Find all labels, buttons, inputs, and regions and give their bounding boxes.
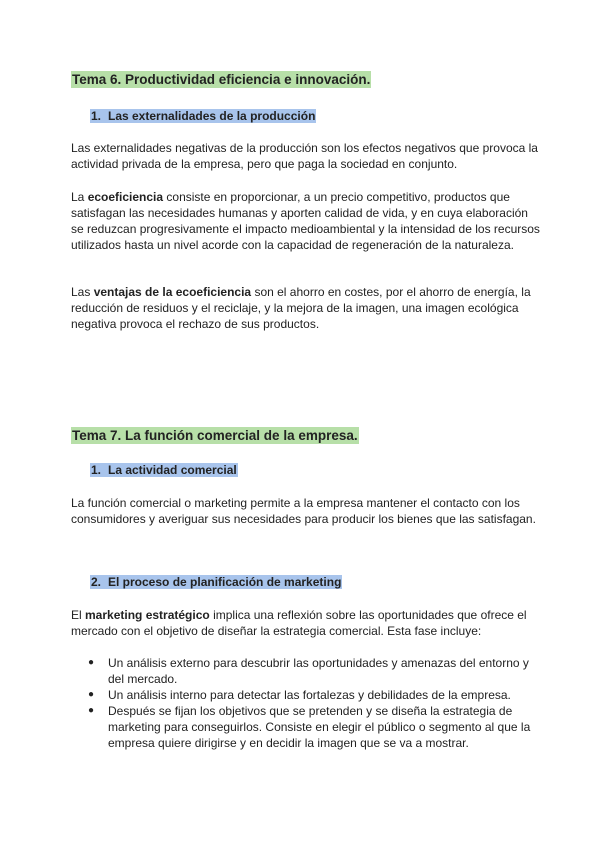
tema6-paragraph-ventajas xyxy=(71,284,541,332)
tema7-section1-number: 1. xyxy=(91,463,102,477)
tema7-section2-title: El proceso de planificación de marketing xyxy=(108,575,342,589)
bullet-icon: ● xyxy=(88,705,95,716)
list-item xyxy=(88,655,538,687)
tema7-section2-number: 2. xyxy=(91,575,102,589)
bullet-icon: ● xyxy=(88,657,95,668)
bold-term: ecoeficiencia xyxy=(87,190,164,204)
tema7-paragraph-marketing xyxy=(71,607,541,639)
list-item xyxy=(88,703,538,751)
bold-term: marketing estratégico xyxy=(85,608,210,622)
tema7-section1-heading xyxy=(90,463,238,478)
tema6-heading: Tema 6. Productividad eficiencia e innovación. xyxy=(72,72,371,87)
tema6-paragraph-externalidades: Las externalidades negativas de la producción son los efectos negativos que provoca la actividad privada de la empresa, pero que paga la sociedad en conjunto. xyxy=(71,141,538,171)
text-run: El xyxy=(71,608,86,622)
tema7-section2-heading xyxy=(90,575,342,590)
tema7-heading: Tema 7. La función comercial de la empresa. xyxy=(72,428,358,443)
tema6-paragraph-ecoeficiencia xyxy=(71,189,541,253)
list-item-text: Un análisis interno para detectar las fortalezas y debilidades de la empresa. xyxy=(108,688,511,702)
tema6-section1-title: Las externalidades de la producción xyxy=(108,109,316,123)
text-run: Las xyxy=(71,285,94,299)
text-run: son el ahorro en costes, por el ahorro de energía, la reducción de residuos y el reciclaje, y la mejora de la imagen, una imagen ecológica negativa provoca el rechazo de sus productos. xyxy=(71,285,531,331)
tema6-section1-number: 1. xyxy=(91,109,102,123)
bullet-icon: ● xyxy=(88,689,95,700)
tema7-paragraph-actividad: La función comercial o marketing permite a la empresa mantener el contacto con los consumidores y averiguar sus necesidades para producir los bienes que las satisfagan. xyxy=(71,496,536,526)
tema6-section1-heading xyxy=(90,109,316,124)
text-run: consiste en proporcionar, a un precio competitivo, productos que satisfagan las necesidades humanas y aporten calidad de vida, y en cuya elaboración se reduzcan progresivamente el impacto medioambiental y la intensidad de los recursos utilizados hasta un nivel acorde con la capacidad de regeneración de la naturaleza. xyxy=(71,190,540,252)
text-run: implica una reflexión sobre las oportunidades que ofrece el mercado con el objetivo de diseñar la estrategia comercial. Esta fase incluye: xyxy=(71,608,527,638)
bold-term: ventajas de la ecoeficiencia xyxy=(93,285,252,299)
text-run: La xyxy=(71,190,88,204)
tema7-section1-title: La actividad comercial xyxy=(108,463,237,477)
list-item-text: Después se fijan los objetivos que se pretenden y se diseña la estrategia de marketing para conseguirlos. Consiste en elegir el público o segmento al que la empresa quiere dirigirse y en decidir la imagen que se va a mostrar. xyxy=(108,704,531,750)
list-item xyxy=(88,687,538,703)
list-item-text: Un análisis externo para descubrir las oportunidades y amenazas del entorno y del mercado. xyxy=(108,656,529,686)
